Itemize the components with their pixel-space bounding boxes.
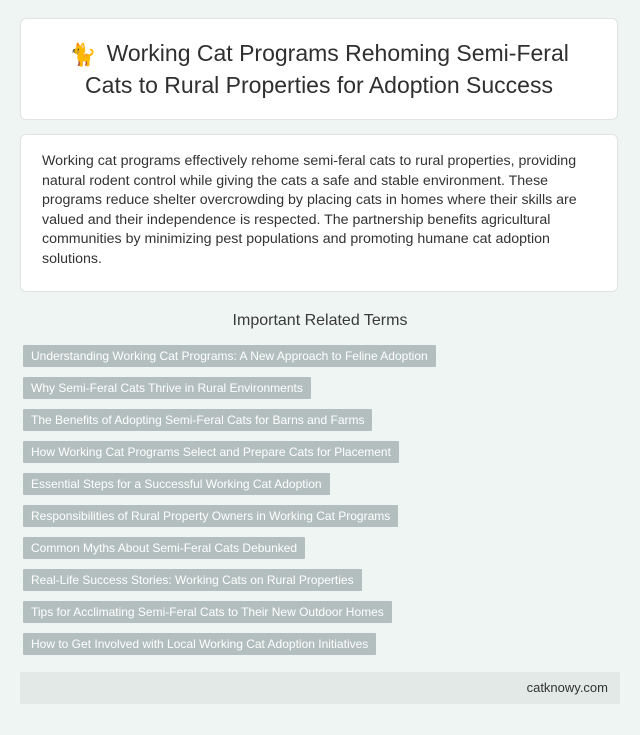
related-terms-list [23,345,613,665]
footer [20,672,620,704]
related-term-link[interactable]: Common Myths About Semi-Feral Cats Debunked [23,537,305,559]
summary-card [20,134,618,292]
related-term-link[interactable]: Real-Life Success Stories: Working Cats on Rural Properties [23,569,362,591]
related-term-link[interactable]: Understanding Working Cat Programs: A New Approach to Feline Adoption [23,345,436,367]
related-term-link[interactable]: How Working Cat Programs Select and Prepare Cats for Placement [23,441,399,463]
footer-site-link[interactable]: catknowy.com [526,680,608,695]
related-term-link[interactable]: Responsibilities of Rural Property Owners in Working Cat Programs [23,505,398,527]
page-title-text: Working Cat Programs Rehoming Semi-Feral Cats to Rural Properties for Adoption Success [85,40,569,98]
summary-text: Working cat programs effectively rehome semi-feral cats to rural properties, providing natural rodent control while giving the cats a safe and stable environment. These programs reduce shelter overcrowding by placing cats in homes where their skills are valued and their independence is respected. The partnership benefits agricultural communities by minimizing pest populations and promoting humane cat adoption solutions. [42,153,577,267]
cat-icon: 🐈 [69,42,97,67]
title-card [20,18,618,120]
related-term-link[interactable]: Tips for Acclimating Semi-Feral Cats to Their New Outdoor Homes [23,601,392,623]
related-term-link[interactable]: The Benefits of Adopting Semi-Feral Cats for Barns and Farms [23,409,372,431]
page-title [51,38,587,100]
related-term-link[interactable]: How to Get Involved with Local Working Cat Adoption Initiatives [23,633,376,655]
related-term-link[interactable]: Essential Steps for a Successful Working Cat Adoption [23,473,330,495]
related-terms-heading: Important Related Terms [232,312,408,329]
related-term-link[interactable]: Why Semi-Feral Cats Thrive in Rural Environments [23,377,311,399]
